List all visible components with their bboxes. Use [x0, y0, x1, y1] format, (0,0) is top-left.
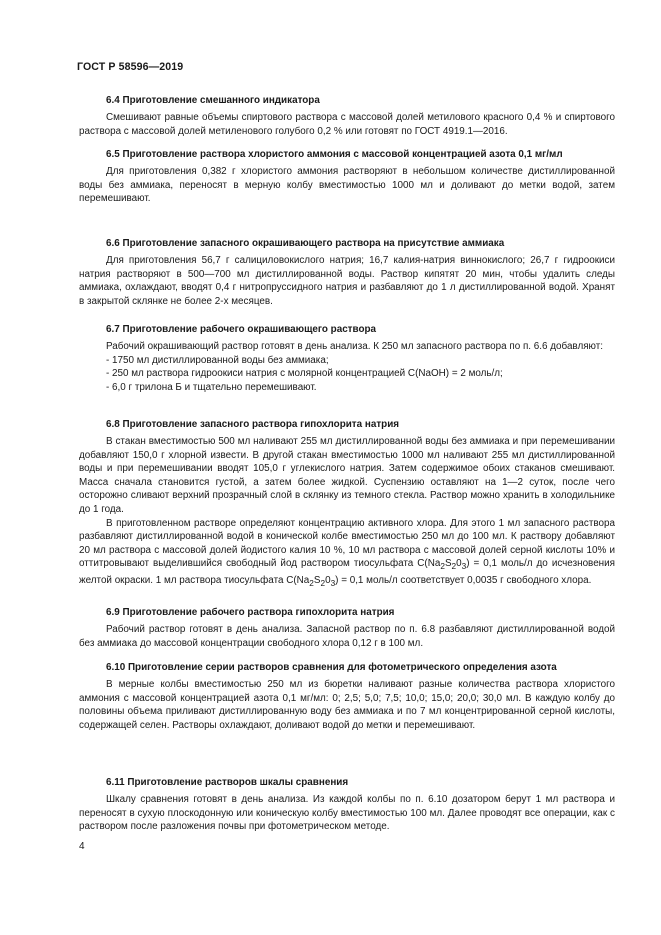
section-6-4: [79, 93, 615, 138]
section-heading: 6.9 Приготовление рабочего раствора гипохлорита натрия: [106, 607, 395, 618]
section-6-6: [79, 236, 615, 308]
section-heading: 6.7 Приготовление рабочего окрашивающего раствора: [106, 324, 377, 335]
section-heading: 6.5 Приготовление раствора хлористого аммония с массовой концентрацией азота 0,1 мг/мл: [106, 149, 563, 160]
section-6-7: [79, 322, 615, 394]
section-heading: 6.10 Приготовление серии растворов сравнения для фотометрического определения азота: [106, 662, 557, 673]
paragraph: В стакан вместимостью 500 мл наливают 255 мл дистиллированной воды без аммиака и при перемешивании добавляют 150,0 г хлорной извести. В другой стакан вместимостью 1000 мл наливают 255 мл дистиллированной воды и при перемешивании вводят 105,0 г углекислого натрия. Затем содержимое обоих стаканов смешивают. Масса сначала становится густой, а затем более жидкой. Суспензию оставляют на 1—2 суток, после чего осторожно сливают верхний прозрачный слой в склянку из темного стекла. Раствор можно хранить в холодильнике до 1 года.: [79, 436, 615, 515]
paragraph: Для приготовления 0,382 г хлористого аммония растворяют в небольшом количестве дистиллированной воды без аммиака, переносят в мерную колбу вместимостью 1000 мл и доливают до метки водой, затем перемешивают.: [79, 166, 615, 205]
section-heading: 6.6 Приготовление запасного окрашивающего раствора на присутствие аммиака: [106, 238, 505, 249]
list-item: - 1750 мл дистиллированной воды без аммиака;: [106, 354, 329, 366]
paragraph: Для приготовления 56,7 г салициловокислого натрия; 16,7 калия-натрия виннокислого; 26,7 г гидроокиси натрия растворяют в 500—700 мл дистиллированной воды. Раствор кипятят 20 мин, чтобы удалить следы аммиака, охлаждают, вводят 0,4 г нитропруссидного натрия и разбавляют до 1 л дистиллированной водой. Хранят в закрытой склянке не более 2-х месяцев.: [79, 255, 615, 307]
list-item: - 250 мл раствора гидроокиси натрия с молярной концентрацией C(NaOH) = 2 моль/л;: [106, 368, 503, 380]
paragraph-chlorine-titration: В приготовленном растворе определяют концентрацию активного хлора. Для этого 1 мл запасного раствора разбавляют дистиллированной водой в конической колбе вместимостью 250 мл до 100 мл. К раствору добавляют 20 мл раствора с массовой долей йодистого калия 10 %, 10 мл раствора с массовой долей серной кислоты 10% и оттитровывают выделившийся свободный йод раствором тиосульфата $C(Na_2S_20_3) = 0,1$ моль/л до исчезновения желтой окраски. 1 мл раствора тиосульфата $C(Na_2S_20_3) = 0,1$ моль/л соответствует 0,0035 г свободного хлора.: [79, 517, 615, 588]
standard-header: ГОСТ Р 58596—2019: [77, 61, 184, 73]
section-6-10: [79, 660, 615, 732]
section-6-5: [79, 147, 615, 206]
paragraph: В мерные колбы вместимостью 250 мл из бюретки наливают разные количества раствора хлористого аммония с массовой концентрацией азота 0,1 мг/мл: 0; 2,5; 5,0; 7,5; 10,0; 15,0; 20,0; 30,0 мл. В каждую колбу до половины объема приливают дистиллированную воду без аммиака и по 7 мл концентрированной серной кислоты, содержащей селен. Растворы охлаждают, доливают водой до метки и перемешивают.: [79, 679, 615, 731]
section-6-11: [79, 775, 615, 834]
section-heading: 6.11 Приготовление растворов шкалы сравнения: [106, 777, 349, 788]
page-number: 4: [79, 841, 85, 852]
section-heading: 6.4 Приготовление смешанного индикатора: [106, 95, 320, 106]
list-item: - 6,0 г трилона Б и тщательно перемешивают.: [106, 381, 317, 393]
paragraph: Шкалу сравнения готовят в день анализа. Из каждой колбы по п. 6.10 дозатором берут 1 мл раствора и переносят в сухую плоскодонную или коническую колбу вместимостью 100 мл. Далее проводят все операции, как с раствором после разложения почвы при фотометрическом методе.: [79, 794, 615, 833]
section-6-9: [79, 605, 615, 650]
paragraph: Рабочий окрашивающий раствор готовят в день анализа. К 250 мл запасного раствора по п. 6.6 добавляют:: [106, 341, 604, 352]
section-heading: 6.8 Приготовление запасного раствора гипохлорита натрия: [106, 419, 400, 430]
section-6-8: [79, 417, 615, 590]
paragraph: Смешивают равные объемы спиртового раствора с массовой долей метилового красного 0,4 % и спиртового раствора с массовой долей метиленового голубого 0,2 % или готовят по ГОСТ 4919.1—2016.: [79, 112, 615, 137]
paragraph: Рабочий раствор готовят в день анализа. Запасной раствор по п. 6.8 разбавляют дистиллированной водой без аммиака до массовой концентрации свободного хлора 0,12 г в 100 мл.: [79, 624, 615, 649]
